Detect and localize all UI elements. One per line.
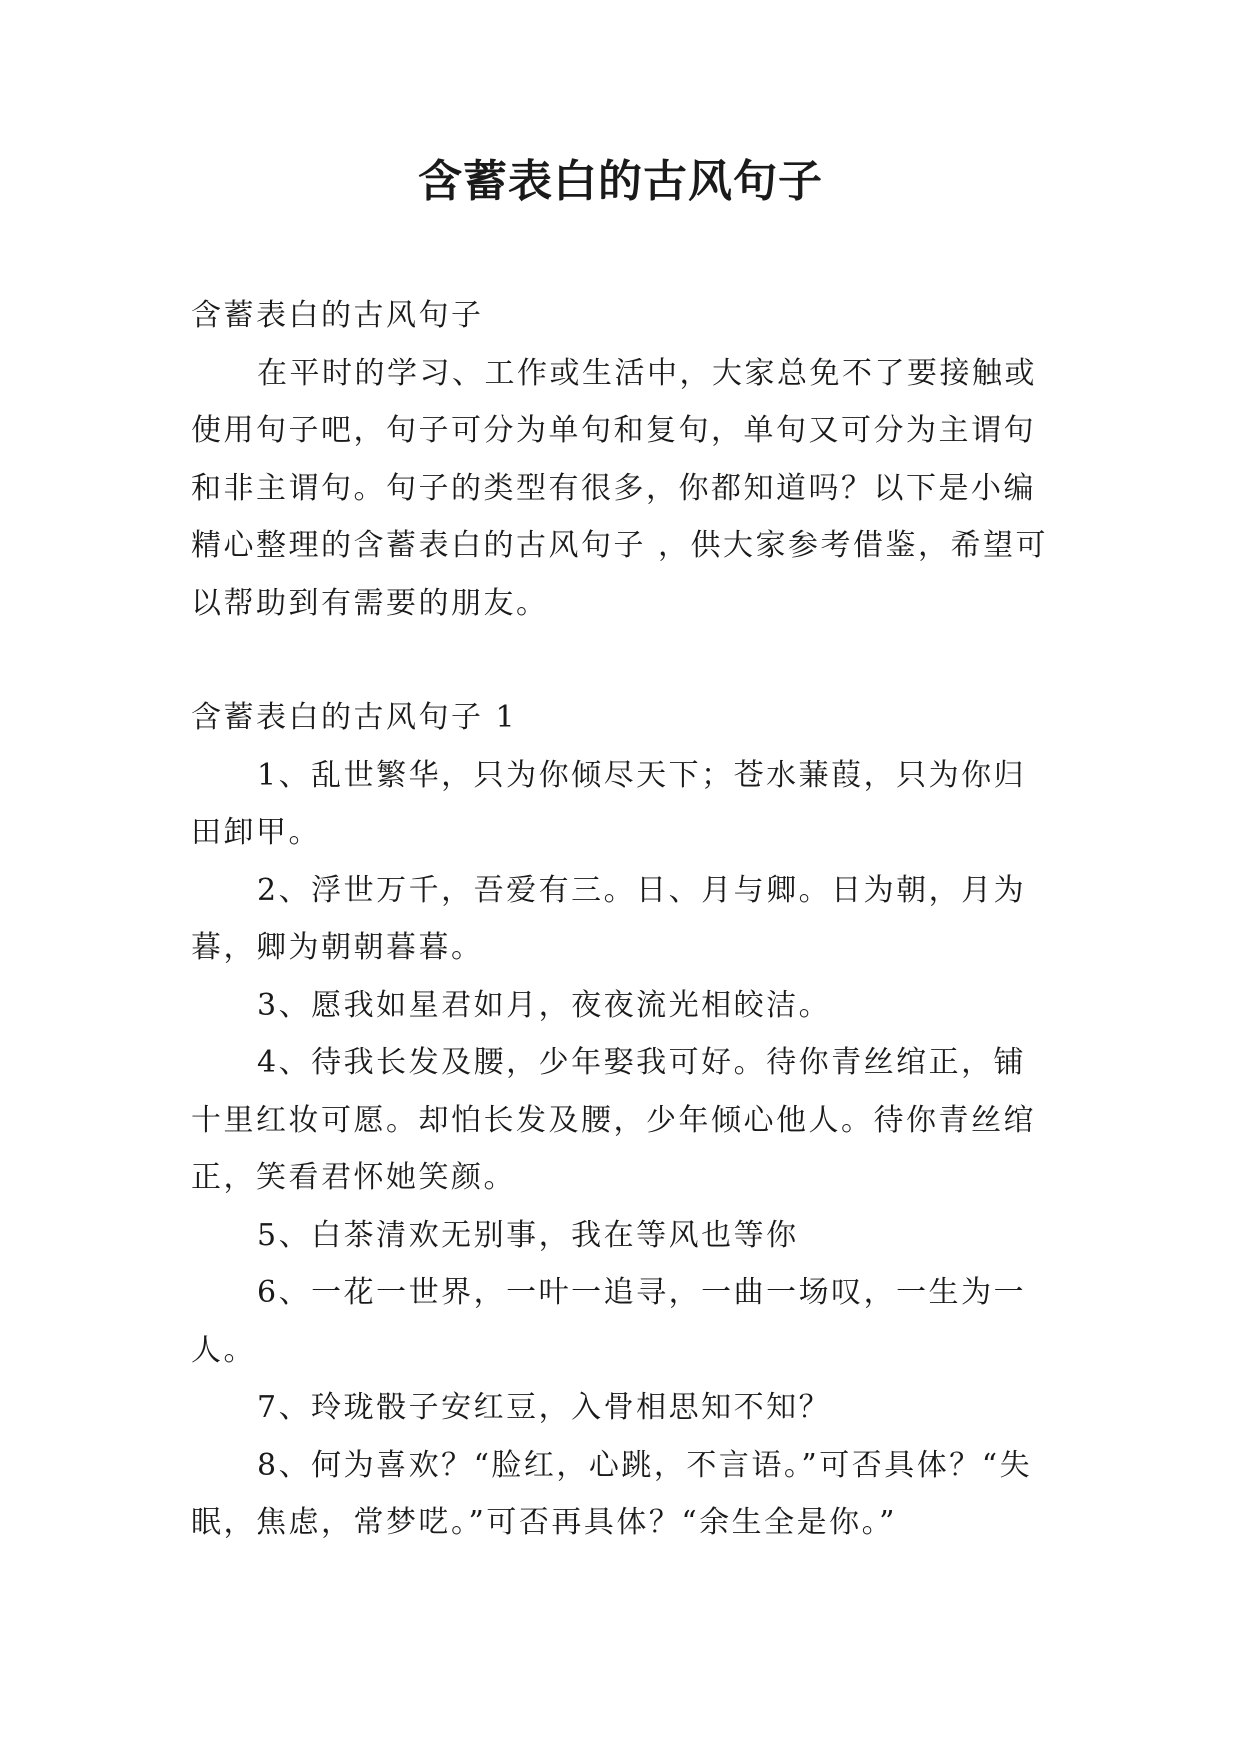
section-heading: 含蓄表白的古风句子 1 (191, 700, 518, 735)
document-subtitle: 含蓄表白的古风句子 (191, 298, 484, 333)
paragraph-spacer (191, 632, 1051, 689)
sentence-item: 1、乱世繁华，只为你倾尽天下；苍水蒹葭，只为你归田卸甲。 (191, 757, 1027, 850)
sentence-item: 5、白茶清欢无别事，我在等风也等你 (257, 1217, 799, 1253)
sentence-item: 3、愿我如星君如月，夜夜流光相皎洁。 (257, 987, 832, 1023)
sentence-item: 7、玲珑骰子安红豆，入骨相思知不知？ (257, 1390, 832, 1425)
document-title: 含蓄表白的古风句子 (418, 156, 823, 207)
document-body (191, 287, 1051, 1552)
sentence-item: 2、浮世万千，吾爱有三。日、月与卿。日为朝，月为暮，卿为朝朝暮暮。 (191, 872, 1027, 965)
sentence-item: 4、待我长发及腰，少年娶我可好。待你青丝绾正，铺十里红妆可愿。却怕长发及腰，少年倾心他人。待你青丝绾正，笑看君怀她笑颜。 (191, 1045, 1036, 1195)
sentence-item: 8、何为喜欢？“脸红，心跳，不言语。”可否具体？“失眠，焦虑，常梦呓。”可否再具体？“余生全是你。” (191, 1447, 1033, 1540)
intro-paragraph: 在平时的学习、工作或生活中，大家总免不了要接触或使用句子吧，句子可分为单句和复句，单句又可分为主谓句和非主谓句。句子的类型有很多，你都知道吗？以下是小编精心整理的含蓄表白的古风句子 ，供大家参考借鉴，希望可以帮助到有需要的朋友。 (191, 355, 1049, 621)
sentence-item: 6、一花一世界，一叶一追寻，一曲一场叹，一生为一人。 (191, 1275, 1027, 1368)
